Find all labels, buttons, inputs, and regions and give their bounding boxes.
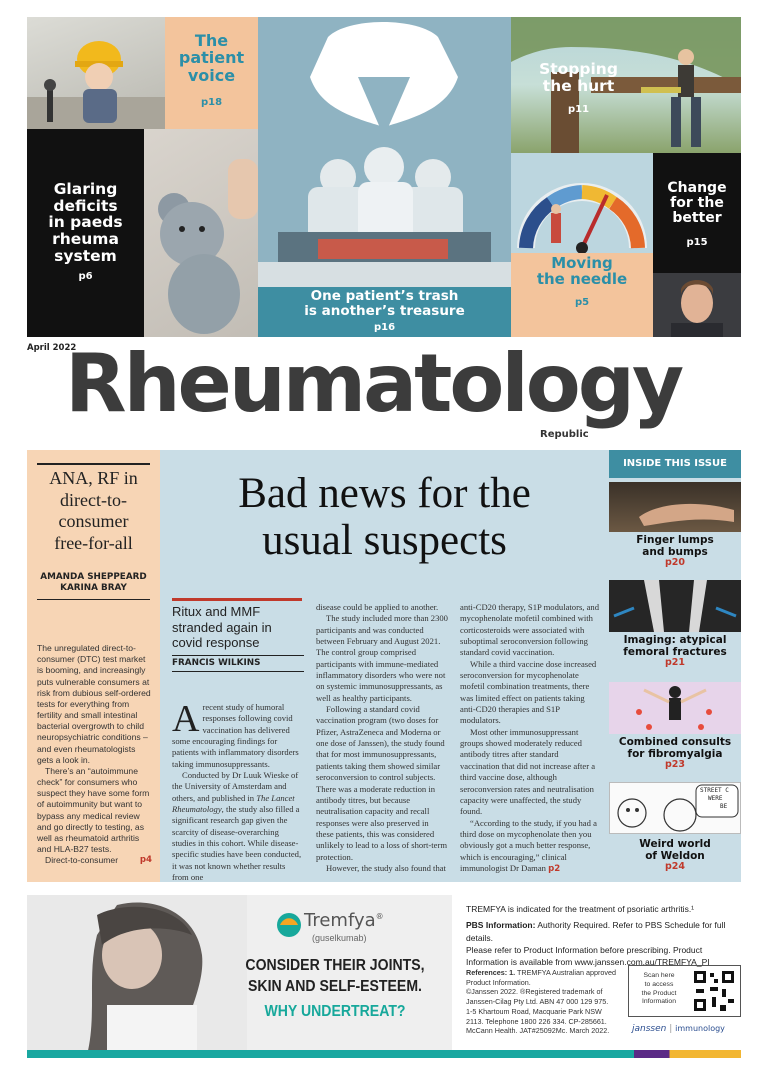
main-headline xyxy=(160,470,609,565)
inside-item-4-page: p24 xyxy=(664,861,686,873)
qr-code-icon xyxy=(692,969,736,1013)
col1-journal: The Lancet Rheumatology xyxy=(172,792,295,815)
tremfya-brand: Tremfya xyxy=(304,910,376,931)
qr-text-4: Information xyxy=(641,998,676,1006)
masthead-subtitle: Republic xyxy=(540,429,589,440)
xray-image xyxy=(609,580,741,632)
change-title-1: Change xyxy=(667,180,727,196)
tagline-1: CONSIDER THEIR JOINTS, xyxy=(245,957,425,974)
cartoon-text-3: BE xyxy=(720,802,728,810)
main-subhead xyxy=(172,604,304,651)
stopping-hurt-title-2: the hurt xyxy=(542,76,615,95)
inside-item-3[interactable] xyxy=(609,736,741,771)
gauge-illustration xyxy=(511,153,653,253)
glaring-title-2: deficits xyxy=(53,196,118,215)
sidebar-headline-2: direct-to- xyxy=(60,489,127,510)
change-title-2: for the xyxy=(670,195,724,212)
inside-item-1[interactable] xyxy=(609,534,741,569)
change-better-tile[interactable] xyxy=(653,153,741,337)
col2-para-3: Following a standard covid vaccination program (two doses for Pfizer, AstraZeneca and Moderna or one dose of Janssen), the study found that for most immunosuppressants, patients taking them showed similar seroconversion to control subjects. There was a moderate reduction in antibody titres, but because neutralisation capacity and recall responses were also preserved in these patients, this was considered unlikely to lead to a loss of short-term protection. xyxy=(316,704,448,862)
glaring-title-5: system xyxy=(54,246,117,265)
main-page[interactable]: p2 xyxy=(548,863,561,874)
main-col-2 xyxy=(316,602,448,874)
inside-item-2-line1: Imaging: atypical xyxy=(623,634,727,646)
sidebar-headline-3: consumer xyxy=(58,511,129,532)
col3-para-1: anti-CD20 therapy, S1P modulators, and mycophenolate mofetil combined with corticosteroids were associated with suboptimal seroconversion following standard covid vaccination. xyxy=(460,602,599,658)
main-headline-1: Bad news for the xyxy=(238,470,531,517)
man-portrait xyxy=(653,273,741,337)
tremfya-reg: ® xyxy=(375,912,384,921)
col2-para-2: The study included more than 2300 participants and was conducted between February and August 2021. The control group comprised participants with immune-mediated inflammatory disorders who were not on systemic immunosuppressants, as well as healthy participants. xyxy=(316,613,448,703)
inside-item-3-page: p23 xyxy=(664,759,686,771)
col3-para-2: While a third vaccine dose increased seroconversion for mycophenolate mofetil combination treatments, there was limited effect on patients taking anti-CD20 therapies and S1P modulators. xyxy=(460,658,597,726)
sidebar-para-1: The unregulated direct-to-consumer (DTC) test market is booming, and increasingly puts vulnerable consumers at risk from dubious self-ordered tests for everything from fertility and small intestinal bacterial overgrowth to child neuropsychiatric conditions – and even rheumatologists gets a look in. xyxy=(37,643,151,765)
inside-item-2-line2: femoral fractures xyxy=(623,646,727,659)
sidebar-para-3: Direct-to-consumer xyxy=(45,855,119,866)
col3-para-4: “According to the study, if you had a third dose on mycophenolate then you obviously got a much better response, which is encouraging,” clinical immunologist Dr Daman xyxy=(460,817,597,873)
trash-title-1: One patient’s trash xyxy=(310,288,459,304)
ad-references xyxy=(466,968,616,1036)
qr-box[interactable] xyxy=(628,965,741,1017)
glaring-title-1: Glaring xyxy=(53,180,118,198)
dropcap: A xyxy=(172,698,200,740)
inside-issue-header: INSIDE THIS ISSUE xyxy=(609,450,741,478)
teddy-bear-photo xyxy=(144,129,258,337)
inside-item-2[interactable] xyxy=(609,634,741,669)
subhead-3: covid response xyxy=(172,635,260,651)
subhead-2: stranded again in xyxy=(172,619,272,635)
fibromyalgia-illustration xyxy=(609,682,741,734)
sidebar-page[interactable]: p4 xyxy=(139,855,152,866)
ad-pi-text: Please refer to Product Information before prescribing. Product Information is available from www.janssen.com.au/TREMFYA_PI xyxy=(466,944,710,968)
sidebar-headline xyxy=(30,468,157,554)
ad-refs-label: References: 1. xyxy=(466,968,516,977)
bottom-bar xyxy=(27,1050,741,1058)
surgery-illustration xyxy=(258,17,511,287)
tremfya-generic: (guselkumab) xyxy=(312,933,367,943)
col3-para-3: Most other immunosuppressant groups showed moderately reduced antibody titres after standard vaccination that did not increase after a third vaccine dose, although seroconversion rates and neutralisation capacity were unaffected, the study found. xyxy=(460,726,596,817)
stopping-hurt-tile[interactable] xyxy=(511,17,741,153)
janssen-name: janssen xyxy=(632,1024,667,1034)
woman-photo xyxy=(27,895,247,1055)
qr-text-1: Scan here xyxy=(643,972,675,979)
glaring-page: p6 xyxy=(78,271,93,282)
femur-xray-illustration xyxy=(609,580,741,632)
masthead-title: Rheumatology xyxy=(65,337,682,430)
main-col-1 xyxy=(172,698,304,884)
finger-photo xyxy=(609,482,741,532)
ad-pbs-text: Authority Required. Refer to PBS Schedule for full details. xyxy=(466,920,726,943)
tremfya-logo xyxy=(276,910,406,950)
ad-indication: TREMFYA is indicated for the treatment of psoriatic arthritis.¹ xyxy=(466,904,695,914)
needle-title-1: Moving xyxy=(551,254,613,272)
inside-item-4-line2: of Weldon xyxy=(645,850,705,863)
patient-voice-title-3: voice xyxy=(187,65,236,85)
cartoon-text-1: STREET C xyxy=(700,787,729,794)
change-page: p15 xyxy=(686,237,708,248)
sidebar-headline-1: ANA, RF in xyxy=(49,468,138,488)
main-col-3 xyxy=(460,602,600,875)
col2-para-4: However, the study also found that xyxy=(326,862,446,873)
glaring-title-3: in paeds xyxy=(48,213,123,232)
byline-rule-2 xyxy=(172,671,304,672)
ad-pbs-label: PBS Information: xyxy=(466,920,536,931)
col2-para-1: disease could be applied to another. xyxy=(316,602,439,612)
stopping-hurt-title-1: Stopping xyxy=(539,60,618,78)
sidebar-author-1: AMANDA SHEPPEARD xyxy=(40,572,147,582)
patient-voice-page: p18 xyxy=(200,97,223,108)
inside-item-3-line1: Combined consults xyxy=(618,736,732,748)
needle-page: p5 xyxy=(574,297,590,308)
figure-illustration xyxy=(609,682,741,734)
janssen-logo: janssen | immunology xyxy=(632,1024,725,1034)
issue-date: April 2022 xyxy=(27,343,77,353)
byline-rule xyxy=(172,655,304,656)
ad-refs-text: TREMFYA Australian approved Product Information. xyxy=(466,968,616,987)
patient-voice-tile[interactable] xyxy=(165,17,258,129)
inside-item-4[interactable] xyxy=(609,838,741,873)
sidebar-para-2: There’s an “autoimmune check” for consumers who suspect they have some form of autoimmunity but want to bypass any medical review and go directly to testing, as well as rheumatoid arthritis and HLA-B27 tests. xyxy=(37,765,150,855)
tagline-2: SKIN AND SELF-ESTEEM. xyxy=(248,977,422,995)
ad-tagline xyxy=(222,956,448,1022)
janssen-division: immunology xyxy=(675,1024,725,1033)
needle-title-2: the needle xyxy=(536,270,628,289)
subhead-rule xyxy=(172,598,302,601)
sidebar-authors xyxy=(37,572,150,595)
hand-illustration xyxy=(609,482,741,532)
inside-item-4-line1: Weird world xyxy=(639,838,711,850)
sidebar-headline-4: free-for-all xyxy=(54,532,133,553)
surgery-tile[interactable] xyxy=(258,17,511,337)
moving-needle-tile[interactable] xyxy=(511,153,653,337)
col1-para-2b: , the study also filled a significant research gap given the scarcity of disease-overarching studies in this cohort. While disease-specific studies have been conducted, it was not known whether results from one xyxy=(172,804,302,883)
inside-item-2-page: p21 xyxy=(664,657,686,669)
glaring-deficits-tile[interactable] xyxy=(27,129,144,337)
sidebar-rule xyxy=(37,463,150,465)
sidebar-author-2: KARINA BRAY xyxy=(60,583,127,594)
glaring-title-4: rheuma xyxy=(52,230,119,249)
tremfya-logo-icon xyxy=(276,912,302,938)
ad-info xyxy=(466,903,746,969)
cartoon-text-2: WERE xyxy=(708,794,723,802)
patient-voice-title-1: The xyxy=(194,31,229,50)
qr-text-3: the Product xyxy=(641,989,677,997)
inside-item-1-line2: and bumps xyxy=(642,546,708,559)
child-illustration xyxy=(27,17,165,129)
inside-item-3-line2: for fibromyalgia xyxy=(627,748,723,761)
stopping-hurt-page: p11 xyxy=(567,104,590,115)
inside-item-1-line1: Finger lumps xyxy=(636,534,714,546)
sidebar-rule-2 xyxy=(37,599,150,600)
change-title-3: better xyxy=(672,210,722,227)
trash-title-2: is another’s treasure xyxy=(304,302,465,319)
trash-page: p16 xyxy=(373,322,396,333)
teddy-illustration xyxy=(144,129,258,337)
col1-para-2: Conducted by Dr Luuk Wieske of the University of Amsterdam and others, and published in xyxy=(172,770,299,803)
tagline-3: WHY UNDERTREAT? xyxy=(264,1002,406,1020)
child-hardhat-photo xyxy=(27,17,165,129)
ad-legal: ©Janssen 2022. ®Registered trademark of Janssen-Cilag Pty Ltd. ABN 47 000 129 975. 1-5 Khartoum Road, Macquarie Park NSW 2113. Telephone 1800 226 334. CP-285661. McCann Health. JAT#25092Mc. March 2022. xyxy=(466,987,610,1036)
main-headline-2: usual suspects xyxy=(262,517,507,565)
patient-voice-title-2: patient xyxy=(178,48,245,68)
cartoon-image xyxy=(609,782,741,834)
qr-text-2: to access xyxy=(644,980,674,988)
subhead-1: Ritux and MMF xyxy=(172,604,261,619)
col1-para-1: recent study of humoral responses following covid vaccination has delivered some encouraging findings for patients with inflammatory disorders taking immunosuppressants. xyxy=(172,702,299,769)
main-byline: FRANCIS WILKINS xyxy=(172,658,261,668)
inside-item-1-page: p20 xyxy=(664,557,686,569)
